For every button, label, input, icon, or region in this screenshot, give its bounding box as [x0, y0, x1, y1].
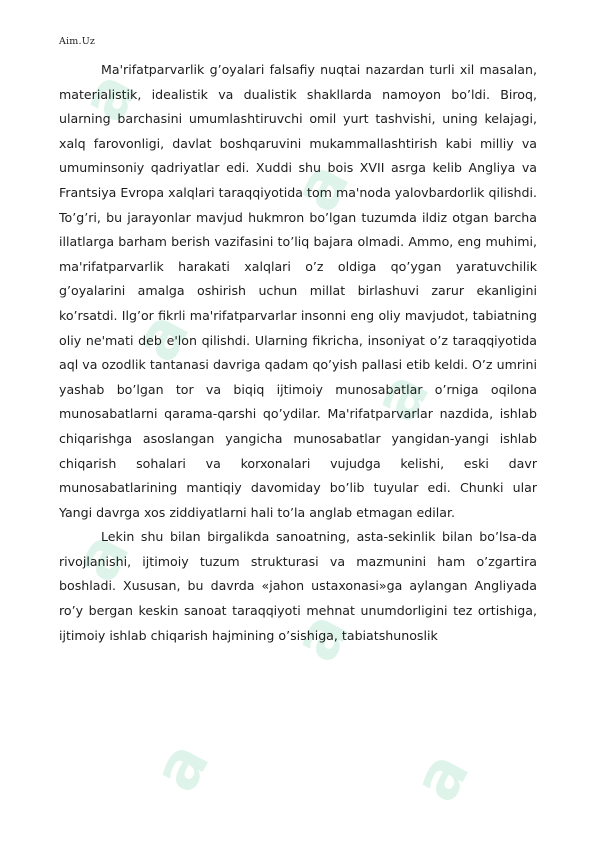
watermark-logo-icon: a — [398, 740, 485, 814]
document-body — [59, 58, 537, 648]
watermark-logo-icon: a — [278, 600, 365, 674]
paragraph: Lekin shu bilan birgalikda sanoatning, asta-sekinlik bilan bo’lsa-da rivojlanishi, ijtimoiy tuzum strukturasi va mazmunini ham o’zgartira boshladi. Xususan, bu davrda «jahon ustaxonasi»ga aylangan Angliyada ro’y bergan keskin sanoat taraqqiyoti mehnat unumdorligini tez ortishiga, ijtimoiy ishlab chiqarish hajmining o’sishiga, tabiatshunoslik — [59, 529, 537, 643]
paragraph: Ma'rifatparvarlik g’oyalari falsafiy nuqtai nazardan turli xil masalan, materialistik, idealistik va dualistik shakllarda namoyon bo’ldi. Biroq, ularning barchasini umumlashtiruvchi omil yurt tashvishi, uning kelajagi, xalq farovonligi, davlat boshqaruvini mukammallashtirish kabi milliy va umuminsoniy qadriyatlar edi. Xuddi shu bois XVII asrga kelib Angliya va Frantsiya Evropa xalqlari taraqqiyotida tom ma'noda yalovbardorlik qilishdi. To’g’ri, bu jarayonlar mavjud hukmron bo’lgan tuzumda ildiz otgan barcha illatlarga barham berish vazifasini to’liq bajara olmadi. Ammo, eng muhimi, ma'rifatparvarlik harakati xalqlari o’z oldiga qo’ygan yaratuvchilik g’oyalarini amalga oshirish uchun millat birlashuvi zarur ekanligini ko’rsatdi. Ilg’or fikrli ma'rifatparvarlar insonni eng oliy mavjudot, tabiatning oliy ne'mati deb e'lon qilishdi. Ularning fikricha, insoniyat o’z taraqqiyotida aql va ozodlik tantanasi davriga qadam qo’yish pallasi etib keldi. O’z umrini yashab bo’lgan tor va biqiq ijtimoiy munosabatlar o’rniga oqilona munosabatlarni qarama-qarshi qo’ydilar. Ma'rifatparvarlar nazdida, ishlab chiqarishga asoslangan yangicha munosabatlar yangidan-yangi ishlab chiqarish sohalari va korxonalari vujudga kelishi, eski davr munosabatlarining mantiqiy davomiday bo’lib tuyular edi. Chunki ular Yangi davrga xos ziddiyatlarni hali to’la anglab etmagan edilar. — [59, 62, 537, 520]
site-label: Aim.Uz — [59, 36, 96, 47]
watermark-logo-icon: a — [278, 150, 365, 224]
watermark-logo-icon: a — [358, 360, 445, 434]
watermark-logo-icon: a — [66, 60, 153, 134]
watermark-logo-icon: a — [58, 520, 145, 594]
watermark-logo-icon: a — [138, 730, 225, 804]
watermark-logo-icon: a — [118, 300, 205, 374]
